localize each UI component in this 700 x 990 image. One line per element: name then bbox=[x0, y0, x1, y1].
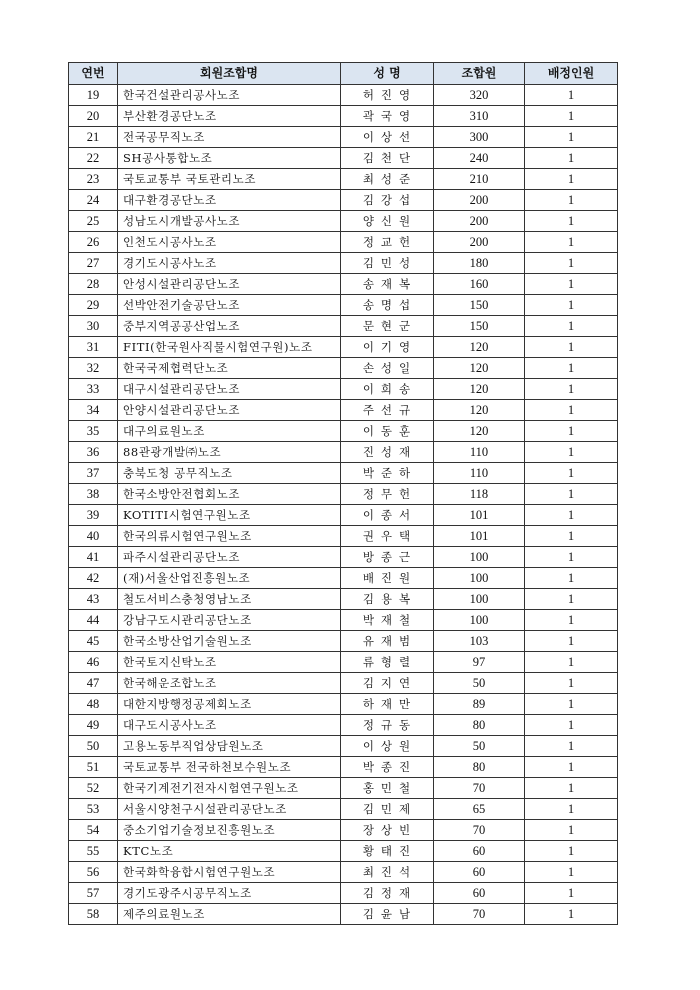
union-name-cell: 부산환경공단노조 bbox=[118, 106, 341, 127]
member-count-cell: 60 bbox=[434, 862, 525, 883]
table-row bbox=[69, 799, 618, 820]
row-number-cell: 51 bbox=[69, 757, 118, 778]
representative-name-cell: 김용복 bbox=[341, 589, 434, 610]
member-count-cell: 180 bbox=[434, 253, 525, 274]
assigned-count-cell: 1 bbox=[525, 316, 618, 337]
table-row bbox=[69, 841, 618, 862]
assigned-count-cell: 1 bbox=[525, 232, 618, 253]
union-name-cell: 전국공무직노조 bbox=[118, 127, 341, 148]
table-row bbox=[69, 715, 618, 736]
assigned-count-cell: 1 bbox=[525, 883, 618, 904]
representative-name-cell: 방종근 bbox=[341, 547, 434, 568]
table-row bbox=[69, 85, 618, 106]
representative-name-cell: 하재만 bbox=[341, 694, 434, 715]
row-number-cell: 43 bbox=[69, 589, 118, 610]
member-count-cell: 120 bbox=[434, 421, 525, 442]
table-row bbox=[69, 190, 618, 211]
row-number-cell: 28 bbox=[69, 274, 118, 295]
representative-name-cell: 류형렬 bbox=[341, 652, 434, 673]
table-row bbox=[69, 127, 618, 148]
table-row bbox=[69, 274, 618, 295]
table-row bbox=[69, 505, 618, 526]
assigned-count-cell: 1 bbox=[525, 757, 618, 778]
member-count-cell: 60 bbox=[434, 841, 525, 862]
row-number-cell: 55 bbox=[69, 841, 118, 862]
representative-name-cell: 최진석 bbox=[341, 862, 434, 883]
member-count-cell: 200 bbox=[434, 190, 525, 211]
row-number-cell: 49 bbox=[69, 715, 118, 736]
assigned-count-cell: 1 bbox=[525, 631, 618, 652]
assigned-count-cell: 1 bbox=[525, 337, 618, 358]
member-count-cell: 70 bbox=[434, 778, 525, 799]
representative-name-cell: 정교헌 bbox=[341, 232, 434, 253]
member-count-cell: 70 bbox=[434, 904, 525, 925]
representative-name-cell: 박종진 bbox=[341, 757, 434, 778]
union-name-cell: 국토교통부 전국하천보수원노조 bbox=[118, 757, 341, 778]
row-number-cell: 39 bbox=[69, 505, 118, 526]
assigned-count-cell: 1 bbox=[525, 442, 618, 463]
union-name-cell: KTC노조 bbox=[118, 841, 341, 862]
assigned-count-cell: 1 bbox=[525, 694, 618, 715]
header-union: 회원조합명 bbox=[118, 63, 341, 85]
assigned-count-cell: 1 bbox=[525, 295, 618, 316]
member-count-cell: 100 bbox=[434, 610, 525, 631]
row-number-cell: 44 bbox=[69, 610, 118, 631]
member-count-cell: 118 bbox=[434, 484, 525, 505]
representative-name-cell: 이동훈 bbox=[341, 421, 434, 442]
table-row bbox=[69, 904, 618, 925]
union-name-cell: 선박안전기술공단노조 bbox=[118, 295, 341, 316]
union-name-cell: 대구도시공사노조 bbox=[118, 715, 341, 736]
member-count-cell: 60 bbox=[434, 883, 525, 904]
table-row bbox=[69, 295, 618, 316]
table-row bbox=[69, 526, 618, 547]
table-row bbox=[69, 148, 618, 169]
union-name-cell: 강남구도시관리공단노조 bbox=[118, 610, 341, 631]
row-number-cell: 21 bbox=[69, 127, 118, 148]
union-name-cell: 서울시양천구시설관리공단노조 bbox=[118, 799, 341, 820]
table-row bbox=[69, 883, 618, 904]
row-number-cell: 37 bbox=[69, 463, 118, 484]
representative-name-cell: 박준하 bbox=[341, 463, 434, 484]
member-count-cell: 210 bbox=[434, 169, 525, 190]
assigned-count-cell: 1 bbox=[525, 484, 618, 505]
assigned-count-cell: 1 bbox=[525, 820, 618, 841]
member-count-cell: 110 bbox=[434, 463, 525, 484]
row-number-cell: 31 bbox=[69, 337, 118, 358]
assigned-count-cell: 1 bbox=[525, 379, 618, 400]
table-row bbox=[69, 484, 618, 505]
assigned-count-cell: 1 bbox=[525, 547, 618, 568]
assigned-count-cell: 1 bbox=[525, 610, 618, 631]
union-roster-table bbox=[68, 62, 618, 925]
representative-name-cell: 곽국영 bbox=[341, 106, 434, 127]
representative-name-cell: 최성준 bbox=[341, 169, 434, 190]
row-number-cell: 45 bbox=[69, 631, 118, 652]
representative-name-cell: 진성재 bbox=[341, 442, 434, 463]
member-count-cell: 310 bbox=[434, 106, 525, 127]
assigned-count-cell: 1 bbox=[525, 568, 618, 589]
table-row bbox=[69, 631, 618, 652]
representative-name-cell: 김지연 bbox=[341, 673, 434, 694]
assigned-count-cell: 1 bbox=[525, 400, 618, 421]
table-row bbox=[69, 337, 618, 358]
member-count-cell: 120 bbox=[434, 379, 525, 400]
table-row bbox=[69, 316, 618, 337]
representative-name-cell: 이상원 bbox=[341, 736, 434, 757]
assigned-count-cell: 1 bbox=[525, 169, 618, 190]
representative-name-cell: 김강섭 bbox=[341, 190, 434, 211]
member-count-cell: 101 bbox=[434, 505, 525, 526]
row-number-cell: 23 bbox=[69, 169, 118, 190]
row-number-cell: 40 bbox=[69, 526, 118, 547]
member-count-cell: 120 bbox=[434, 400, 525, 421]
member-count-cell: 97 bbox=[434, 652, 525, 673]
union-name-cell: 한국화학융합시험연구원노조 bbox=[118, 862, 341, 883]
representative-name-cell: 정무헌 bbox=[341, 484, 434, 505]
table-row bbox=[69, 568, 618, 589]
representative-name-cell: 김민제 bbox=[341, 799, 434, 820]
union-name-cell: KOTITI시험연구원노조 bbox=[118, 505, 341, 526]
union-name-cell: 중소기업기술정보진흥원노조 bbox=[118, 820, 341, 841]
table-row bbox=[69, 211, 618, 232]
table-row bbox=[69, 862, 618, 883]
row-number-cell: 38 bbox=[69, 484, 118, 505]
member-count-cell: 70 bbox=[434, 820, 525, 841]
representative-name-cell: 박재철 bbox=[341, 610, 434, 631]
assigned-count-cell: 1 bbox=[525, 841, 618, 862]
table-row bbox=[69, 421, 618, 442]
assigned-count-cell: 1 bbox=[525, 253, 618, 274]
header-name: 성 명 bbox=[341, 63, 434, 85]
member-count-cell: 320 bbox=[434, 85, 525, 106]
row-number-cell: 48 bbox=[69, 694, 118, 715]
member-count-cell: 50 bbox=[434, 673, 525, 694]
table-row bbox=[69, 442, 618, 463]
union-name-cell: FITI(한국원사직물시험연구원)노조 bbox=[118, 337, 341, 358]
row-number-cell: 26 bbox=[69, 232, 118, 253]
row-number-cell: 46 bbox=[69, 652, 118, 673]
assigned-count-cell: 1 bbox=[525, 715, 618, 736]
member-count-cell: 80 bbox=[434, 757, 525, 778]
union-name-cell: 88관광개발㈜노조 bbox=[118, 442, 341, 463]
union-name-cell: 철도서비스충청영남노조 bbox=[118, 589, 341, 610]
row-number-cell: 47 bbox=[69, 673, 118, 694]
row-number-cell: 33 bbox=[69, 379, 118, 400]
table-row bbox=[69, 547, 618, 568]
representative-name-cell: 유재범 bbox=[341, 631, 434, 652]
representative-name-cell: 권우택 bbox=[341, 526, 434, 547]
header-assigned: 배정인원 bbox=[525, 63, 618, 85]
assigned-count-cell: 1 bbox=[525, 85, 618, 106]
table-row bbox=[69, 232, 618, 253]
union-name-cell: 한국국제협력단노조 bbox=[118, 358, 341, 379]
union-name-cell: 안양시설관리공단노조 bbox=[118, 400, 341, 421]
assigned-count-cell: 1 bbox=[525, 652, 618, 673]
union-name-cell: 한국기계전기전자시험연구원노조 bbox=[118, 778, 341, 799]
assigned-count-cell: 1 bbox=[525, 211, 618, 232]
union-name-cell: 한국해운조합노조 bbox=[118, 673, 341, 694]
table-row bbox=[69, 820, 618, 841]
table-header bbox=[69, 63, 618, 85]
union-name-cell: 경기도광주시공무직노조 bbox=[118, 883, 341, 904]
assigned-count-cell: 1 bbox=[525, 862, 618, 883]
member-count-cell: 80 bbox=[434, 715, 525, 736]
representative-name-cell: 김천단 bbox=[341, 148, 434, 169]
member-count-cell: 150 bbox=[434, 295, 525, 316]
row-number-cell: 52 bbox=[69, 778, 118, 799]
assigned-count-cell: 1 bbox=[525, 589, 618, 610]
member-count-cell: 65 bbox=[434, 799, 525, 820]
row-number-cell: 25 bbox=[69, 211, 118, 232]
row-number-cell: 30 bbox=[69, 316, 118, 337]
union-name-cell: 성남도시개발공사노조 bbox=[118, 211, 341, 232]
member-count-cell: 103 bbox=[434, 631, 525, 652]
union-name-cell: 한국소방산업기술원노조 bbox=[118, 631, 341, 652]
assigned-count-cell: 1 bbox=[525, 274, 618, 295]
union-name-cell: 인천도시공사노조 bbox=[118, 232, 341, 253]
member-count-cell: 160 bbox=[434, 274, 525, 295]
assigned-count-cell: 1 bbox=[525, 505, 618, 526]
representative-name-cell: 정규동 bbox=[341, 715, 434, 736]
representative-name-cell: 황태진 bbox=[341, 841, 434, 862]
member-count-cell: 200 bbox=[434, 211, 525, 232]
row-number-cell: 50 bbox=[69, 736, 118, 757]
representative-name-cell: 김윤남 bbox=[341, 904, 434, 925]
member-count-cell: 50 bbox=[434, 736, 525, 757]
assigned-count-cell: 1 bbox=[525, 421, 618, 442]
row-number-cell: 22 bbox=[69, 148, 118, 169]
union-name-cell: 한국토지신탁노조 bbox=[118, 652, 341, 673]
row-number-cell: 27 bbox=[69, 253, 118, 274]
union-name-cell: 한국소방안전협회노조 bbox=[118, 484, 341, 505]
header-no: 연번 bbox=[69, 63, 118, 85]
union-name-cell: 파주시설관리공단노조 bbox=[118, 547, 341, 568]
assigned-count-cell: 1 bbox=[525, 526, 618, 547]
row-number-cell: 34 bbox=[69, 400, 118, 421]
assigned-count-cell: 1 bbox=[525, 799, 618, 820]
table-row bbox=[69, 379, 618, 400]
row-number-cell: 19 bbox=[69, 85, 118, 106]
table-row bbox=[69, 463, 618, 484]
representative-name-cell: 양신원 bbox=[341, 211, 434, 232]
row-number-cell: 20 bbox=[69, 106, 118, 127]
assigned-count-cell: 1 bbox=[525, 148, 618, 169]
representative-name-cell: 김정재 bbox=[341, 883, 434, 904]
row-number-cell: 56 bbox=[69, 862, 118, 883]
representative-name-cell: 이종서 bbox=[341, 505, 434, 526]
row-number-cell: 57 bbox=[69, 883, 118, 904]
union-name-cell: SH공사통합노조 bbox=[118, 148, 341, 169]
row-number-cell: 36 bbox=[69, 442, 118, 463]
assigned-count-cell: 1 bbox=[525, 106, 618, 127]
table-row bbox=[69, 778, 618, 799]
table-body bbox=[69, 85, 618, 925]
representative-name-cell: 홍민철 bbox=[341, 778, 434, 799]
union-name-cell: 제주의료원노조 bbox=[118, 904, 341, 925]
representative-name-cell: 송명섭 bbox=[341, 295, 434, 316]
union-name-cell: 안성시설관리공단노조 bbox=[118, 274, 341, 295]
member-count-cell: 240 bbox=[434, 148, 525, 169]
representative-name-cell: 손성일 bbox=[341, 358, 434, 379]
table-row bbox=[69, 358, 618, 379]
member-count-cell: 89 bbox=[434, 694, 525, 715]
member-count-cell: 120 bbox=[434, 337, 525, 358]
table-row bbox=[69, 652, 618, 673]
row-number-cell: 29 bbox=[69, 295, 118, 316]
assigned-count-cell: 1 bbox=[525, 127, 618, 148]
member-count-cell: 100 bbox=[434, 589, 525, 610]
representative-name-cell: 이희송 bbox=[341, 379, 434, 400]
member-count-cell: 300 bbox=[434, 127, 525, 148]
assigned-count-cell: 1 bbox=[525, 673, 618, 694]
row-number-cell: 41 bbox=[69, 547, 118, 568]
union-name-cell: 충북도청 공무직노조 bbox=[118, 463, 341, 484]
union-name-cell: 대한지방행정공제회노조 bbox=[118, 694, 341, 715]
row-number-cell: 24 bbox=[69, 190, 118, 211]
table-row bbox=[69, 694, 618, 715]
union-name-cell: 한국의류시험연구원노조 bbox=[118, 526, 341, 547]
union-name-cell: 한국건설관리공사노조 bbox=[118, 85, 341, 106]
representative-name-cell: 이상선 bbox=[341, 127, 434, 148]
union-name-cell: 대구의료원노조 bbox=[118, 421, 341, 442]
member-count-cell: 110 bbox=[434, 442, 525, 463]
table-row bbox=[69, 673, 618, 694]
row-number-cell: 35 bbox=[69, 421, 118, 442]
representative-name-cell: 주선규 bbox=[341, 400, 434, 421]
representative-name-cell: 김민성 bbox=[341, 253, 434, 274]
member-count-cell: 150 bbox=[434, 316, 525, 337]
table-row bbox=[69, 736, 618, 757]
member-count-cell: 100 bbox=[434, 547, 525, 568]
representative-name-cell: 장상빈 bbox=[341, 820, 434, 841]
table-row bbox=[69, 106, 618, 127]
union-name-cell: (재)서울산업진흥원노조 bbox=[118, 568, 341, 589]
row-number-cell: 58 bbox=[69, 904, 118, 925]
table-row bbox=[69, 757, 618, 778]
table-row bbox=[69, 589, 618, 610]
assigned-count-cell: 1 bbox=[525, 190, 618, 211]
union-name-cell: 대구환경공단노조 bbox=[118, 190, 341, 211]
member-count-cell: 200 bbox=[434, 232, 525, 253]
representative-name-cell: 허진영 bbox=[341, 85, 434, 106]
representative-name-cell: 송재복 bbox=[341, 274, 434, 295]
union-name-cell: 고용노동부직업상담원노조 bbox=[118, 736, 341, 757]
table-row bbox=[69, 253, 618, 274]
union-name-cell: 대구시설관리공단노조 bbox=[118, 379, 341, 400]
assigned-count-cell: 1 bbox=[525, 736, 618, 757]
member-count-cell: 120 bbox=[434, 358, 525, 379]
representative-name-cell: 배진원 bbox=[341, 568, 434, 589]
representative-name-cell: 문현군 bbox=[341, 316, 434, 337]
union-name-cell: 경기도시공사노조 bbox=[118, 253, 341, 274]
row-number-cell: 32 bbox=[69, 358, 118, 379]
representative-name-cell: 이기영 bbox=[341, 337, 434, 358]
header-row bbox=[69, 63, 618, 85]
header-members: 조합원 bbox=[434, 63, 525, 85]
member-count-cell: 100 bbox=[434, 568, 525, 589]
row-number-cell: 53 bbox=[69, 799, 118, 820]
assigned-count-cell: 1 bbox=[525, 778, 618, 799]
assigned-count-cell: 1 bbox=[525, 358, 618, 379]
row-number-cell: 42 bbox=[69, 568, 118, 589]
union-name-cell: 중부지역공공산업노조 bbox=[118, 316, 341, 337]
table-row bbox=[69, 610, 618, 631]
member-count-cell: 101 bbox=[434, 526, 525, 547]
union-name-cell: 국토교통부 국토관리노조 bbox=[118, 169, 341, 190]
row-number-cell: 54 bbox=[69, 820, 118, 841]
assigned-count-cell: 1 bbox=[525, 904, 618, 925]
table-row bbox=[69, 169, 618, 190]
assigned-count-cell: 1 bbox=[525, 463, 618, 484]
table-row bbox=[69, 400, 618, 421]
